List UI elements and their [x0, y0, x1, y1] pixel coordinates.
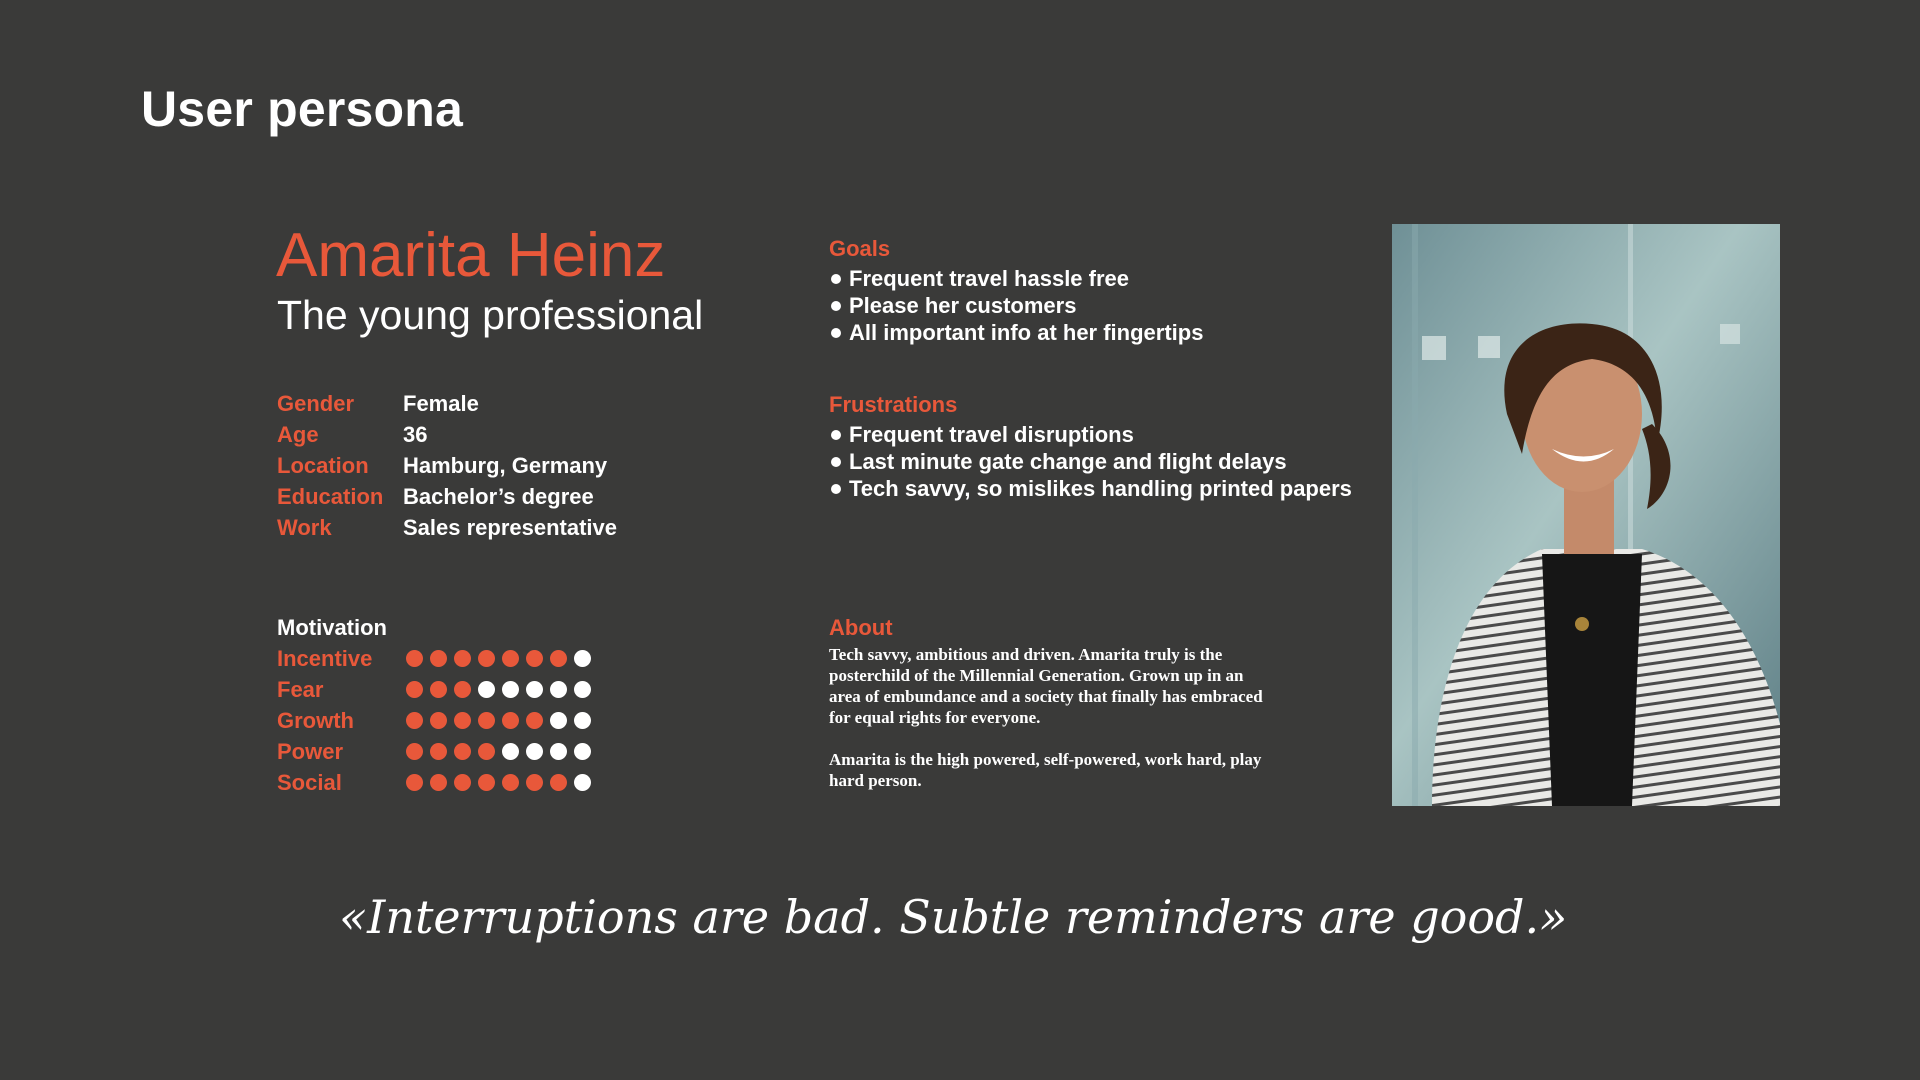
rating-dot-filled	[406, 743, 423, 760]
rating-dot-filled	[478, 712, 495, 729]
persona-photo-illustration	[1392, 224, 1780, 806]
rating-dot-empty	[574, 743, 591, 760]
rating-dot-empty	[478, 681, 495, 698]
motivation-panel	[277, 615, 591, 801]
motivation-label: Incentive	[277, 646, 373, 671]
about-section	[829, 615, 1269, 791]
frustration-item: Last minute gate change and flight delays	[829, 448, 1352, 475]
detail-label-work: Work	[277, 515, 332, 540]
motivation-rating	[406, 650, 591, 667]
frustrations-list	[829, 421, 1352, 502]
persona-tagline: The young professional	[277, 292, 704, 338]
rating-dot-filled	[406, 774, 423, 791]
rating-dot-filled	[478, 743, 495, 760]
rating-dot-filled	[526, 712, 543, 729]
motivation-rating	[406, 712, 591, 729]
detail-label-age: Age	[277, 422, 319, 447]
frustration-item: Tech savvy, so mislikes handling printed papers	[829, 475, 1352, 502]
rating-dot-empty	[574, 681, 591, 698]
motivation-row-social	[277, 770, 591, 795]
goals-title: Goals	[829, 236, 891, 261]
rating-dot-filled	[478, 650, 495, 667]
persona-photo	[1392, 224, 1780, 806]
rating-dot-empty	[550, 712, 567, 729]
rating-dot-empty	[574, 712, 591, 729]
page-title: User persona	[141, 81, 463, 137]
about-paragraph: Amarita is the high powered, self-powered, work hard, play hard person.	[829, 750, 1262, 790]
rating-dot-filled	[430, 681, 447, 698]
rating-dot-empty	[526, 743, 543, 760]
detail-value-age: 36	[403, 422, 428, 447]
motivation-label: Power	[277, 739, 344, 764]
rating-dot-filled	[502, 650, 519, 667]
rating-dot-filled	[430, 712, 447, 729]
detail-value-location: Hamburg, Germany	[403, 453, 608, 478]
motivation-rating	[406, 681, 591, 698]
motivation-title: Motivation	[277, 615, 387, 640]
frustrations-section	[829, 392, 1352, 502]
rating-dot-filled	[430, 774, 447, 791]
rating-dot-filled	[502, 712, 519, 729]
motivation-row-growth	[277, 708, 591, 733]
about-paragraph: Tech savvy, ambitious and driven. Amarita truly is the posterchild of the Millennial Generation. Grown up in an area of embundance and a society that finally has embraced for equal rights for everyone.	[829, 645, 1263, 727]
goal-item: Please her customers	[829, 292, 1203, 319]
goals-section	[829, 236, 1203, 346]
rating-dot-empty	[502, 681, 519, 698]
rating-dot-filled	[502, 774, 519, 791]
rating-dot-empty	[502, 743, 519, 760]
detail-value-work: Sales representative	[403, 515, 618, 540]
goals-list	[829, 265, 1203, 346]
motivation-label: Social	[277, 770, 342, 795]
motivation-rating	[406, 743, 591, 760]
rating-dot-empty	[574, 650, 591, 667]
motivation-label: Fear	[277, 677, 324, 702]
goal-item: Frequent travel hassle free	[829, 265, 1203, 292]
rating-dot-filled	[526, 774, 543, 791]
rating-dot-filled	[454, 681, 471, 698]
persona-quote: «Interruptions are bad. Subtle reminders are good.»	[339, 890, 1568, 944]
rating-dot-filled	[454, 650, 471, 667]
rating-dot-filled	[406, 712, 423, 729]
detail-label-gender: Gender	[277, 391, 355, 416]
rating-dot-filled	[454, 774, 471, 791]
detail-label-education: Education	[277, 484, 384, 509]
detail-value-gender: Female	[403, 391, 479, 416]
rating-dot-filled	[454, 712, 471, 729]
frustrations-title: Frustrations	[829, 392, 958, 417]
rating-dot-filled	[430, 650, 447, 667]
rating-dot-filled	[550, 650, 567, 667]
rating-dot-filled	[406, 681, 423, 698]
rating-dot-filled	[454, 743, 471, 760]
rating-dot-empty	[550, 743, 567, 760]
persona-name: Amarita Heinz	[276, 221, 666, 290]
rating-dot-filled	[550, 774, 567, 791]
rating-dot-filled	[478, 774, 495, 791]
rating-dot-filled	[526, 650, 543, 667]
frustration-item: Frequent travel disruptions	[829, 421, 1352, 448]
motivation-row-fear	[277, 677, 591, 702]
goal-item: All important info at her fingertips	[829, 319, 1203, 346]
rating-dot-empty	[550, 681, 567, 698]
detail-value-education: Bachelor’s degree	[403, 484, 594, 509]
motivation-rating	[406, 774, 591, 791]
persona-details	[277, 391, 617, 540]
rating-dot-empty	[574, 774, 591, 791]
about-title: About	[829, 615, 893, 640]
rating-dot-filled	[430, 743, 447, 760]
motivation-row-power	[277, 739, 591, 764]
detail-label-location: Location	[277, 453, 369, 478]
rating-dot-empty	[526, 681, 543, 698]
rating-dot-filled	[406, 650, 423, 667]
motivation-label: Growth	[277, 708, 354, 733]
motivation-row-incentive	[277, 646, 591, 671]
